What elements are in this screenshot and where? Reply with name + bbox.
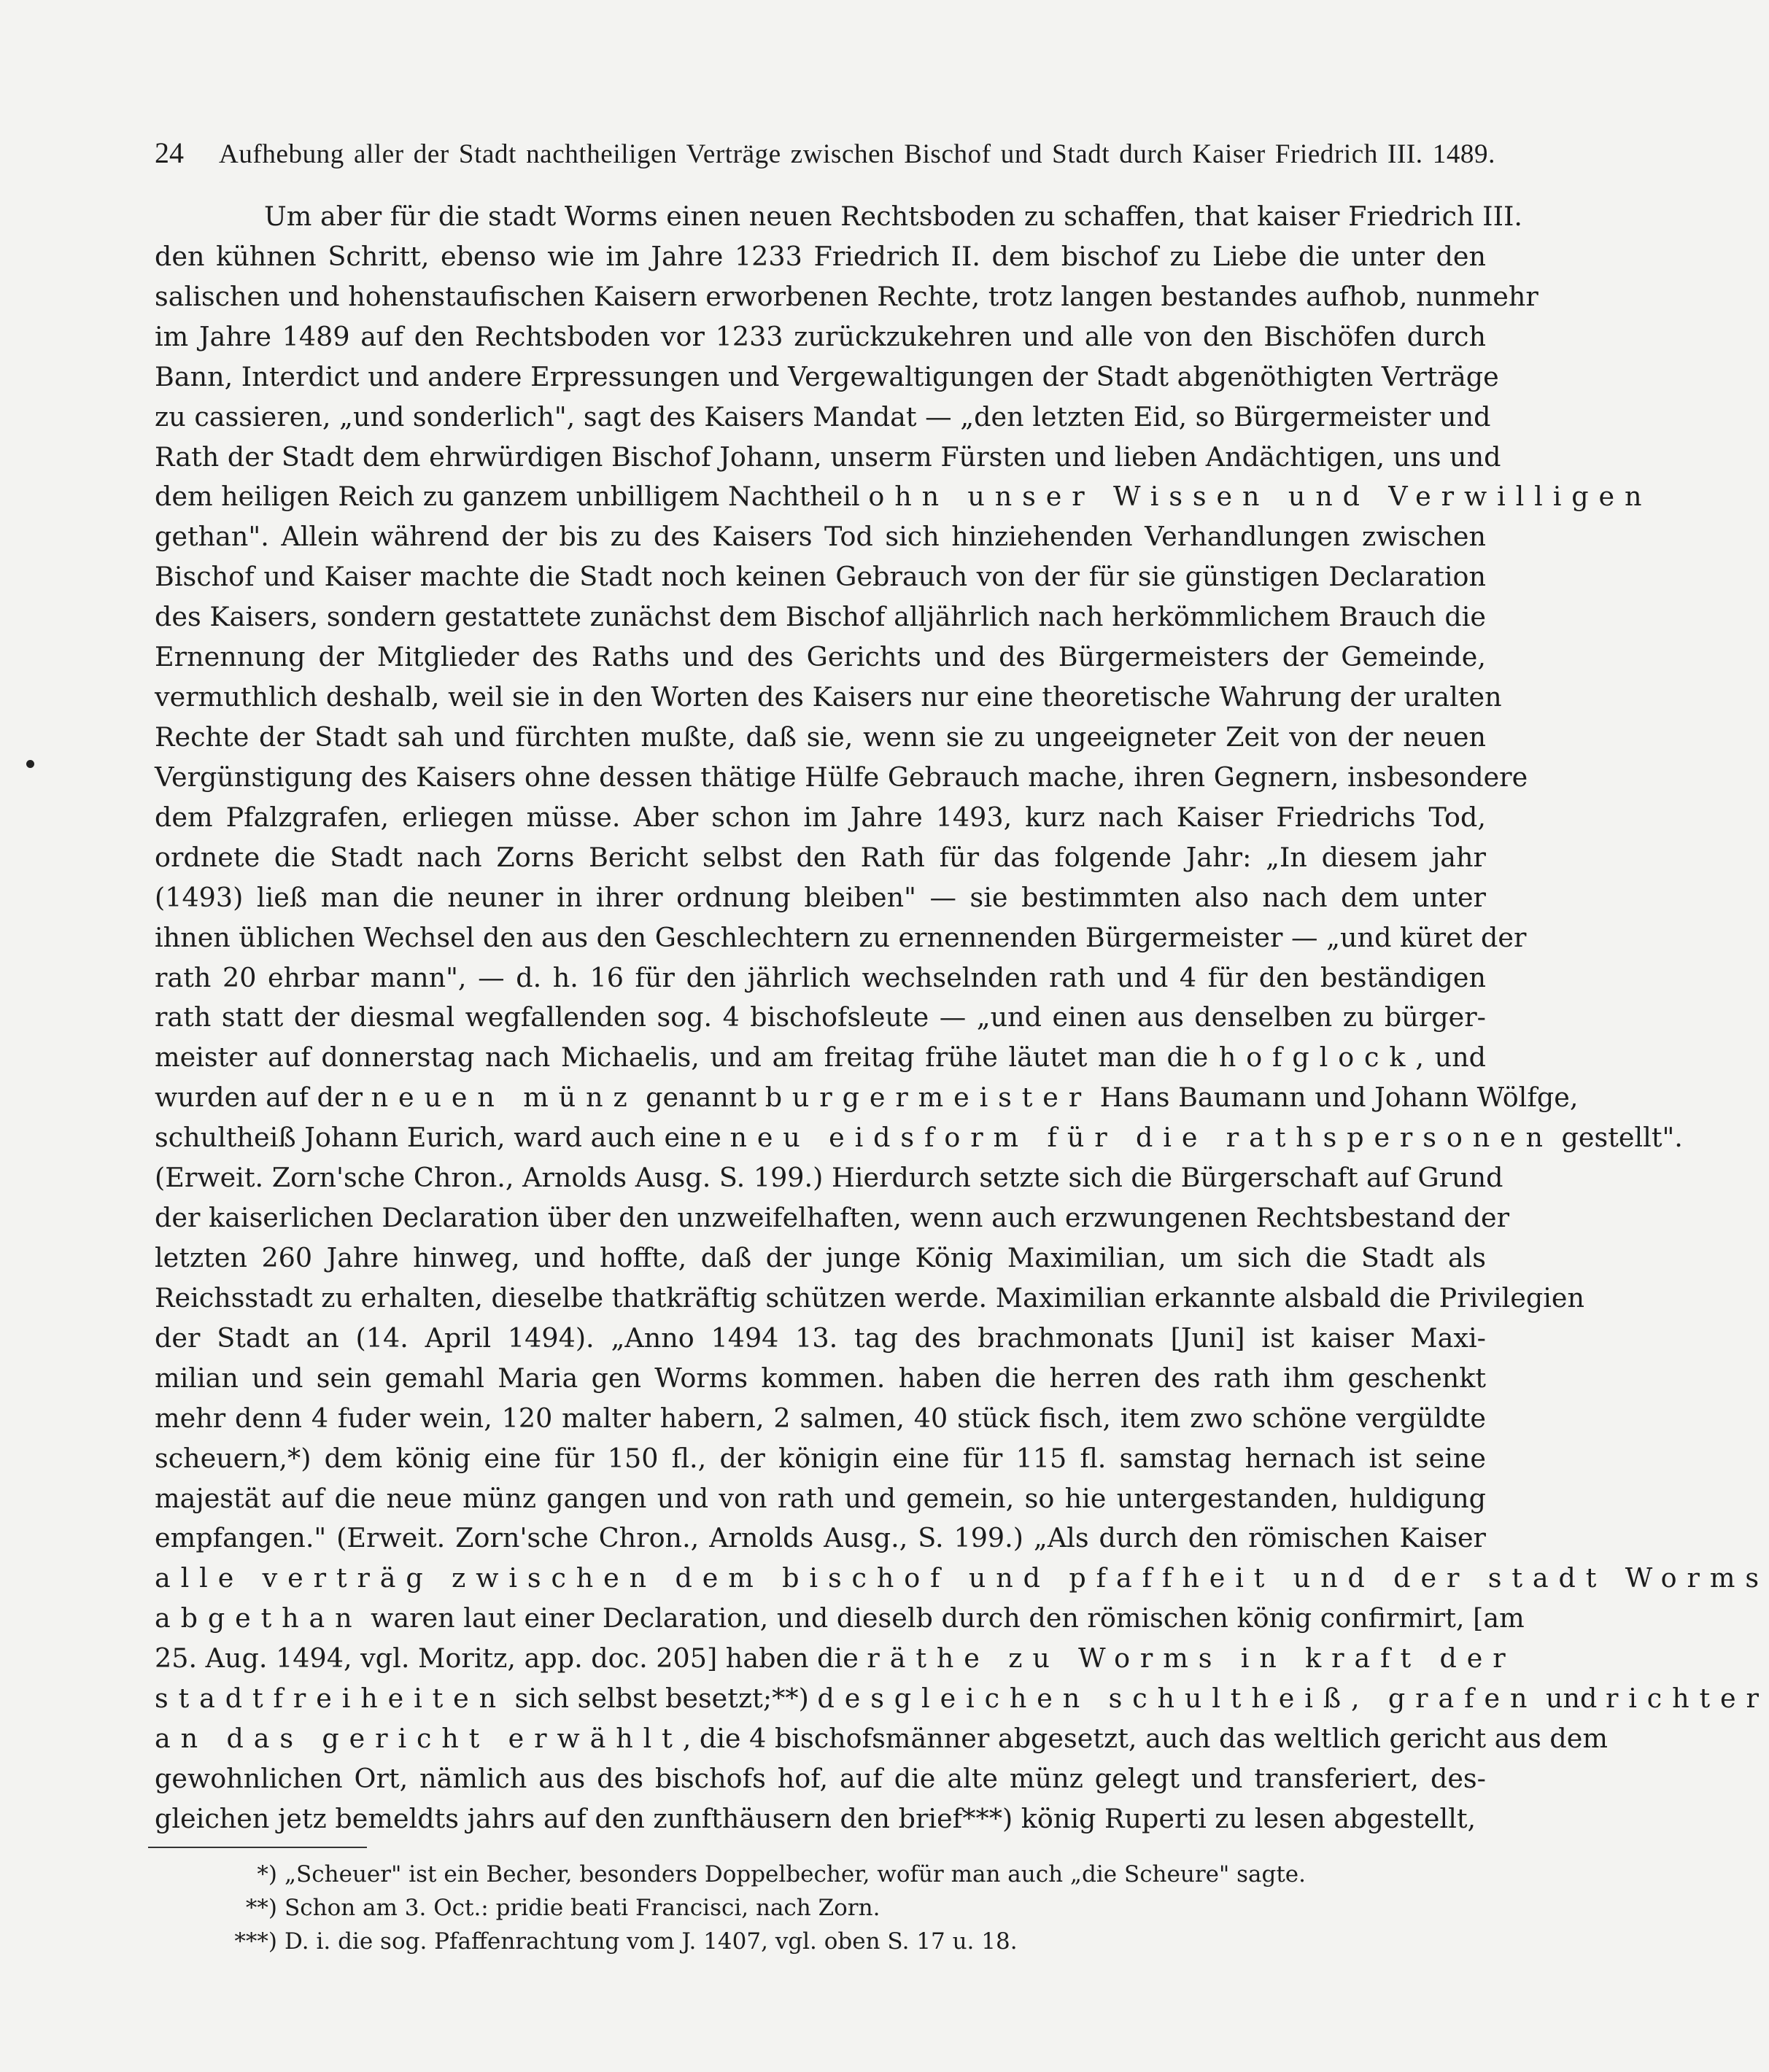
text-run: und (1537, 1683, 1606, 1715)
footnote (155, 1891, 1395, 1925)
text-line: ordnete die Stadt nach Zorns Bericht selbst den Rath für das folgende Jahr: „In diesem jahr (155, 841, 1486, 873)
text-line: empfangen." (Erweit. Zorn'sche Chron., Arnolds Ausg., S. 199.) „Als durch den römischen Kaiser (155, 1522, 1486, 1554)
spaced-emphasis: neu eidsform für die rathspersonen (729, 1122, 1553, 1154)
text-line: rath statt der diesmal wegfallenden sog. 4 bischofsleute — „und einen aus denselben zu bürger- (155, 1001, 1486, 1033)
text-line: den kühnen Schritt, ebenso wie im Jahre 1233 Friedrich II. dem bischof zu Liebe die unter den (155, 240, 1486, 272)
text-line (155, 1038, 1486, 1078)
text-line: Rath der Stadt dem ehrwürdigen Bischof Johann, unserm Fürsten und lieben Andächtigen, uns und (155, 441, 1501, 473)
text-line: zu cassieren, „und sonderlich", sagt des Kaisers Mandat — „den letzten Eid, so Bürgermeister und (155, 400, 1491, 432)
text-run: wurden auf der (155, 1082, 371, 1114)
text-line: Ernennung der Mitglieder des Raths und des Gerichts und des Bürgermeisters der Gemeinde, (155, 641, 1486, 673)
spaced-emphasis: abgethan (155, 1602, 363, 1634)
footnote-mark: ***) (234, 1928, 277, 1955)
footnote-text: D. i. die sog. Pfaffenrachtung vom J. 1407, vgl. oben S. 17 u. 18. (284, 1928, 1018, 1955)
text-run: gestellt". (1552, 1122, 1683, 1154)
footnote-text: Schon am 3. Oct.: pridie beati Francisci, nach Zorn. (284, 1895, 880, 1921)
text-run: waren laut einer Declaration, und dieselb durch den römischen könig confirmirt, [am (362, 1602, 1525, 1634)
spaced-emphasis: hofglock (1218, 1041, 1416, 1074)
page-header (155, 136, 1495, 172)
text-line (155, 477, 1652, 517)
text-line: Rechte der Stadt sah und fürchten mußte, daß sie, wenn sie zu ungeeigneter Zeit von der neuen (155, 721, 1486, 753)
text-run: 25. Aug. 1494, vgl. Moritz, app. doc. 205] haben die (155, 1642, 867, 1675)
spaced-emphasis: neuen münz (371, 1082, 638, 1114)
text-line: Vergünstigung des Kaisers ohne dessen thätige Hülfe Gebrauch mache, ihren Gegnern, insbesondere (155, 761, 1528, 793)
text-line: rath 20 ehrbar mann", — d. h. 16 für den jährlich wechselnden rath und 4 für den beständigen (155, 961, 1486, 993)
text-line: im Jahre 1489 auf den Rechtsboden vor 1233 zurückzukehren und alle von den Bischöfen durch (155, 320, 1486, 352)
text-line: dem Pfalzgrafen, erliegen müsse. Aber schon im Jahre 1493, kurz nach Kaiser Friedrichs Tod, (155, 801, 1486, 833)
spaced-emphasis: desgleichen schultheiß, grafen (817, 1683, 1538, 1715)
text-line: der Stadt an (14. April 1494). „Anno 1494 13. tag des brachmonats [Juni] ist kaiser Maxi- (155, 1322, 1486, 1354)
text-line (155, 1639, 1516, 1679)
spaced-emphasis: räthe zu Worms in kraft der (867, 1642, 1516, 1675)
margin-dot (26, 760, 34, 768)
footnote-mark: *) (257, 1861, 277, 1887)
text-line (155, 1078, 1579, 1118)
text-line: ihnen üblichen Wechsel den aus den Geschlechtern zu ernennenden Bürgermeister — „und küret der (155, 921, 1527, 953)
text-line: (1493) ließ man die neuner in ihrer ordnung bleiben" — sie bestimmten also nach dem unter (155, 881, 1486, 913)
text-line: gleichen jetz bemeldts jahrs auf den zunfthäusern den brief***) könig Ruperti zu lesen abgestellt, (155, 1802, 1476, 1834)
page-number: 24 (155, 136, 184, 169)
spaced-emphasis: ohn unser Wissen und Verwilligen (868, 481, 1652, 513)
body-text (155, 197, 1769, 1839)
spaced-emphasis: richter (1605, 1683, 1769, 1715)
text-line: majestät auf die neue münz gangen und von rath und gemein, so hie untergestanden, huldigung (155, 1482, 1486, 1514)
text-line: milian und sein gemahl Maria gen Worms kommen. haben die herren des rath ihm geschenkt (155, 1362, 1486, 1394)
text-line: Bann, Interdict und andere Erpressungen und Vergewaltigungen der Stadt abgenöthigten Verträge (155, 360, 1499, 392)
spaced-emphasis: an das gericht erwählt (155, 1723, 683, 1755)
footnotes (155, 1858, 1395, 1958)
text-line: Um aber für die stadt Worms einen neuen Rechtsboden zu schaffen, that kaiser Friedrich III. (264, 201, 1523, 232)
text-line: salischen und hohenstaufischen Kaisern erworbenen Rechte, trotz langen bestandes aufhob, nunmehr (155, 280, 1538, 312)
text-line (155, 1559, 1769, 1599)
spaced-emphasis: alle verträg zwischen dem bischof und pfaffheit und der stadt Worms (155, 1562, 1769, 1594)
footnote-divider (148, 1847, 367, 1848)
text-run: meister auf donnerstag nach Michaelis, und am freitag frühe läutet man die (155, 1041, 1219, 1074)
text-run: , die 4 bischofsmänner abgesetzt, auch das weltlich gericht aus dem (682, 1723, 1608, 1755)
text-line (155, 1719, 1608, 1759)
text-line: der kaiserlichen Declaration über den unzweifelhaften, wenn auch erzwungenen Rechtsbestand der (155, 1202, 1510, 1234)
text-run: sich selbst besetzt;**) (506, 1683, 818, 1715)
footnote (155, 1925, 1395, 1958)
text-line: Reichsstadt zu erhalten, dieselbe thatkräftig schützen werde. Maximilian erkannte alsbald die Privilegien (155, 1281, 1585, 1314)
footnote (155, 1858, 1395, 1891)
text-line: (Erweit. Zorn'sche Chron., Arnolds Ausg. S. 199.) Hierdurch setzte sich die Bürgerschaft auf Grund (155, 1162, 1503, 1194)
text-run: Hans Baumann und Johann Wölfge, (1091, 1082, 1579, 1114)
text-line: des Kaisers, sondern gestattete zunächst dem Bischof alljährlich nach herkömmlichem Brauch die (155, 601, 1486, 633)
text-line: letzten 260 Jahre hinweg, und hoffte, daß der junge König Maximilian, um sich die Stadt als (155, 1241, 1486, 1273)
running-head: Aufhebung aller der Stadt nachtheiligen Verträge zwischen Bischof und Stadt durch Kaiser Friedrich III. 1489. (219, 139, 1495, 169)
text-line (155, 1679, 1769, 1719)
spaced-emphasis: burgermeister (764, 1082, 1092, 1114)
text-run: dem heiligen Reich zu ganzem unbilligem Nachtheil (155, 481, 869, 513)
footnote-text: „Scheuer" ist ein Becher, besonders Doppelbecher, wofür man auch „die Scheure" sagte. (284, 1861, 1306, 1887)
footnote-mark: **) (245, 1895, 277, 1921)
text-line: mehr denn 4 fuder wein, 120 malter habern, 2 salmen, 40 stück fisch, item zwo schöne vergüldte (155, 1402, 1486, 1434)
text-run: genannt (637, 1082, 765, 1114)
text-line: gewohnlichen Ort, nämlich aus des bischofs hof, auf die alte münz gelegt und transferiert, des- (155, 1762, 1486, 1794)
text-run: schultheiß Johann Eurich, ward auch eine (155, 1122, 730, 1154)
text-line: scheuern,*) dem könig eine für 150 fl., der königin eine für 115 fl. samstag hernach ist seine (155, 1442, 1486, 1474)
text-line (155, 1599, 1525, 1639)
spaced-emphasis: stadtfreiheiten (155, 1683, 507, 1715)
text-line (155, 1118, 1683, 1158)
text-run: , und (1415, 1041, 1486, 1074)
text-line: Bischof und Kaiser machte die Stadt noch keinen Gebrauch von der für sie günstigen Declaration (155, 561, 1486, 593)
text-line: gethan". Allein während der bis zu des Kaisers Tod sich hinziehenden Verhandlungen zwischen (155, 521, 1486, 553)
text-line: vermuthlich deshalb, weil sie in den Worten des Kaisers nur eine theoretische Wahrung der uralten (155, 681, 1502, 713)
